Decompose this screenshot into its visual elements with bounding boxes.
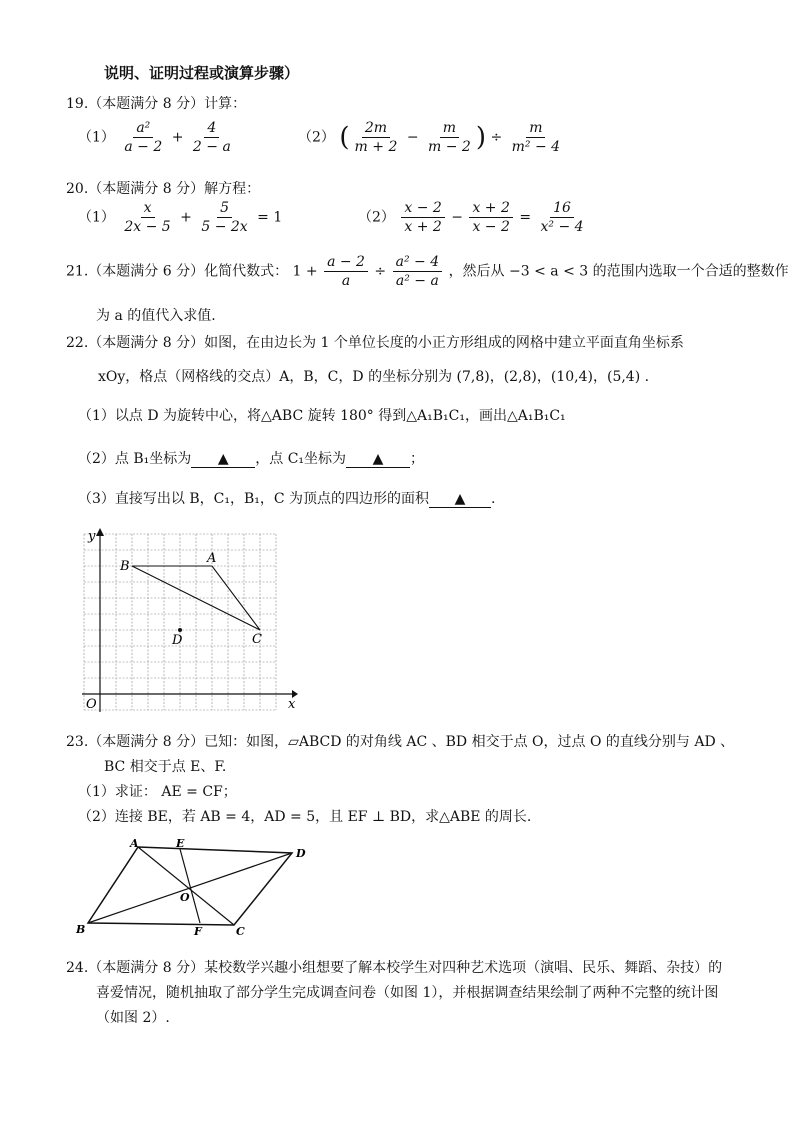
coordinate-grid-figure xyxy=(66,522,300,722)
sub-text: （3）直接写出以 B，C₁，B₁，C 为顶点的四边形的面积 xyxy=(78,491,430,507)
label-a: A xyxy=(207,551,217,566)
denominator: m + 2 xyxy=(354,139,398,156)
question-number: 21. xyxy=(66,263,89,280)
point-d xyxy=(178,628,182,632)
expression-lead: 1 + xyxy=(292,263,318,280)
numerator: 16 xyxy=(550,200,574,218)
section-heading: 说明、证明过程或演算步骤） xyxy=(104,64,300,82)
operator: ÷ xyxy=(490,129,503,146)
numerator: x − 2 xyxy=(401,200,444,218)
answer-mark: ▲ xyxy=(217,451,229,467)
question-24-line1 xyxy=(66,957,722,977)
question-23-sub1: （1）求证： AE = CF； xyxy=(78,784,237,800)
fraction xyxy=(352,120,401,155)
question-text: ，然后从 −3 < a < 3 的范围内选取一个合适的整数作 xyxy=(448,263,789,280)
numerator: m xyxy=(526,120,545,138)
numerator: 5 xyxy=(217,200,232,218)
fraction xyxy=(538,200,587,235)
numerator: a − 2 xyxy=(324,254,368,272)
question-task: 计算： xyxy=(204,96,247,112)
rhs: = 1 xyxy=(257,209,283,226)
question-points: （本题满分 8 分） xyxy=(88,335,205,351)
label-e: E xyxy=(176,837,185,850)
numerator: 4 xyxy=(204,120,219,138)
question-23-line1 xyxy=(66,731,734,751)
part-index: （1） xyxy=(78,209,115,226)
parallelogram-figure xyxy=(72,835,312,940)
fraction xyxy=(469,200,512,235)
fraction xyxy=(121,200,173,235)
question-24-line2: 喜爱情况，随机抽取了部分学生完成调查问卷（如图 1），并根据调查结果绘制了两种不完整的统计图 xyxy=(96,985,719,1001)
denominator: 5 − 2x xyxy=(201,219,248,236)
question-text: 某校数学兴趣小组想要了解本校学生对四种艺术选项（演唱、民乐、舞蹈、杂技）的 xyxy=(204,960,723,976)
question-19-header xyxy=(66,93,246,113)
q20-part1 xyxy=(78,200,282,235)
question-number: 20. xyxy=(66,181,89,197)
question-22-line2: xOy，格点（网格线的交点）A，B，C，D 的坐标分别为 (7,8)，(2,8)，(10,4)，(5,4) . xyxy=(98,369,650,385)
question-22-sub1: （1）以点 D 为旋转中心，将△ABC 旋转 180° 得到△A₁B₁C₁，画出△A₁B₁C₁ xyxy=(78,408,566,424)
fraction xyxy=(509,120,563,155)
question-23-line2: BC 相交于点 E、F. xyxy=(104,759,227,775)
question-23-sub2: （2）连接 BE，若 AB = 4，AD = 5，且 EF ⊥ BD，求△ABE 的周长. xyxy=(78,809,532,825)
sub-text: . xyxy=(491,491,496,507)
denominator: 2 − a xyxy=(192,139,231,156)
denominator: x + 2 xyxy=(404,219,442,236)
question-task: 解方程： xyxy=(204,181,261,197)
question-24-line3: （如图 2）. xyxy=(96,1010,170,1026)
question-number: 23. xyxy=(66,734,89,750)
q19-part2 xyxy=(298,120,565,155)
numerator: x + 2 xyxy=(469,200,512,218)
numerator: x xyxy=(141,200,155,218)
denominator: a − 2 xyxy=(124,139,163,156)
numerator: 2m xyxy=(362,120,390,138)
fraction xyxy=(401,200,444,235)
fraction xyxy=(190,120,234,155)
fraction xyxy=(121,120,165,155)
denominator: 2x − 5 xyxy=(124,219,171,236)
question-task: 化简代数式： xyxy=(204,263,289,280)
q20-part2 xyxy=(358,200,589,235)
sub-text: ，点 C₁坐标为 xyxy=(255,451,347,467)
denominator: x² − 4 xyxy=(540,219,584,236)
label-a: A xyxy=(130,837,139,850)
label-c: C xyxy=(236,925,245,938)
question-points: （本题满分 6 分） xyxy=(88,263,205,280)
label-d: D xyxy=(296,847,306,860)
origin-label: O xyxy=(86,697,97,712)
label-d: D xyxy=(172,633,183,648)
question-number: 22. xyxy=(66,335,89,351)
numerator: a² − 4 xyxy=(393,254,443,272)
question-number: 19. xyxy=(66,96,89,112)
right-paren: ) xyxy=(475,122,486,153)
numerator: m xyxy=(440,120,459,138)
label-c: C xyxy=(252,632,262,647)
operator: + xyxy=(180,209,192,226)
sub-text: ； xyxy=(410,451,425,467)
question-points: （本题满分 8 分） xyxy=(88,734,205,750)
fraction xyxy=(324,254,368,289)
question-points: （本题满分 8 分） xyxy=(88,960,205,976)
operator: − xyxy=(451,209,463,226)
denominator: x − 2 xyxy=(472,219,510,236)
answer-blank[interactable] xyxy=(191,451,255,468)
grid-lines xyxy=(84,534,276,710)
label-f: F xyxy=(194,925,202,938)
x-axis-label: x xyxy=(288,697,296,712)
part-index: （2） xyxy=(298,129,335,146)
denominator: m² − 4 xyxy=(511,139,561,156)
fraction xyxy=(393,254,443,289)
y-axis-label: y xyxy=(88,529,96,544)
fraction xyxy=(425,120,474,155)
denominator: a² − a xyxy=(395,273,439,290)
numerator: a² xyxy=(133,120,153,138)
denominator: m − 2 xyxy=(428,139,471,156)
answer-blank[interactable] xyxy=(429,491,491,508)
question-points: （本题满分 8 分） xyxy=(88,96,205,112)
label-o: O xyxy=(180,891,190,904)
answer-blank[interactable] xyxy=(346,451,410,468)
question-text: 如图，在由边长为 1 个单位长度的小正方形组成的网格中建立平面直角坐标系 xyxy=(204,335,684,351)
answer-mark: ▲ xyxy=(372,451,384,467)
question-number: 24. xyxy=(66,960,89,976)
question-21-line1 xyxy=(66,254,789,289)
operator: + xyxy=(171,129,184,146)
answer-mark: ▲ xyxy=(454,491,466,507)
question-points: （本题满分 8 分） xyxy=(88,181,205,197)
operator: ÷ xyxy=(374,263,387,280)
question-text: 已知：如图，▱ABCD 的对角线 AC 、BD 相交于点 O，过点 O 的直线分别与 AD 、 xyxy=(204,734,735,750)
y-axis-arrow-icon xyxy=(96,528,104,536)
question-22-sub3 xyxy=(78,488,495,508)
question-20-header xyxy=(66,178,260,198)
operator: − xyxy=(406,129,419,146)
sub-text: （2）点 B₁坐标为 xyxy=(78,451,192,467)
operator: = xyxy=(519,209,532,226)
question-22-sub2 xyxy=(78,448,424,468)
question-21-line2: 为 a 的值代入求值. xyxy=(96,308,216,324)
part-index: （1） xyxy=(78,129,115,146)
question-22-line1 xyxy=(66,332,684,352)
label-b: B xyxy=(76,923,86,936)
label-b: B xyxy=(120,559,130,574)
part-index: （2） xyxy=(358,209,395,226)
diagonal-ac xyxy=(138,847,234,925)
fraction xyxy=(198,200,250,235)
q19-part1 xyxy=(78,120,236,155)
denominator: a xyxy=(341,273,351,290)
left-paren: ( xyxy=(339,122,350,153)
